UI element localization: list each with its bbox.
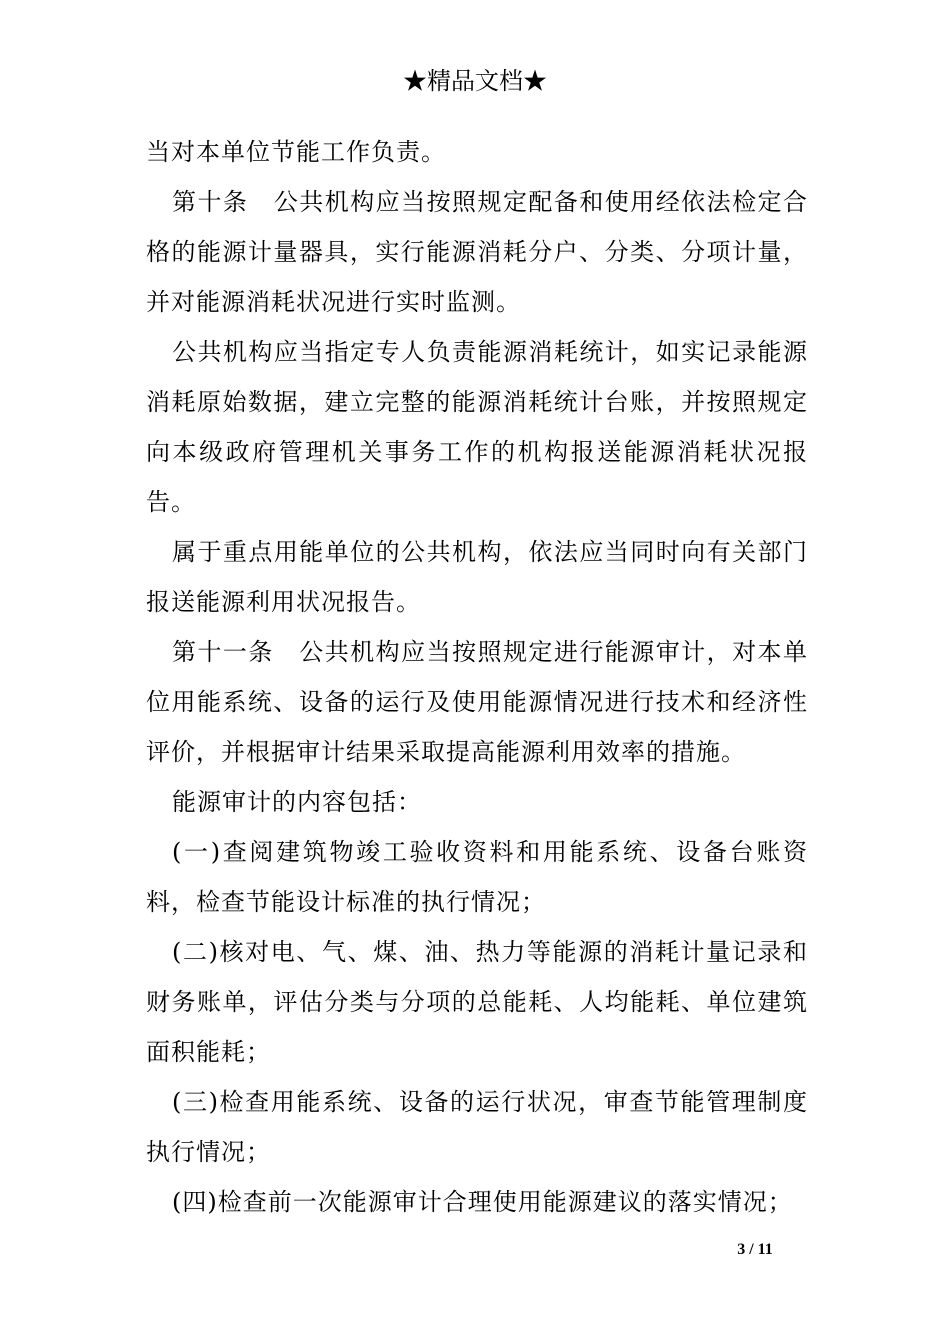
document-body bbox=[146, 127, 808, 1227]
paragraph: 当对本单位节能工作负责。 bbox=[146, 138, 446, 166]
paragraph: 属于重点用能单位的公共机构，依法应当同时向有关部门报送能源利用状况报告。 bbox=[146, 538, 808, 616]
paragraph-article-10: 第十条 公共机构应当按照规定配备和使用经依法检定合格的能源计量器具，实行能源消耗分户、分类、分项计量，并对能源消耗状况进行实时监测。 bbox=[146, 188, 808, 316]
document-header-title: ★精品文档★ bbox=[403, 67, 547, 95]
paragraph: 公共机构应当指定专人负责能源消耗统计，如实记录能源消耗原始数据，建立完整的能源消耗统计台账，并按照规定向本级政府管理机关事务工作的机构报送能源消耗状况报告。 bbox=[146, 338, 808, 516]
paragraph: 能源审计的内容包括： bbox=[172, 788, 422, 816]
paragraph-article-11: 第十一条 公共机构应当按照规定进行能源审计，对本单位用能系统、设备的运行及使用能源情况进行技术和经济性评价，并根据审计结果采取提高能源利用效率的措施。 bbox=[146, 638, 808, 766]
list-item: (一)查阅建筑物竣工验收资料和用能系统、设备台账资料，检查节能设计标准的执行情况； bbox=[146, 838, 808, 916]
list-item: (四)检查前一次能源审计合理使用能源建议的落实情况； bbox=[172, 1188, 793, 1216]
list-item: (三)检查用能系统、设备的运行状况，审查节能管理制度执行情况； bbox=[146, 1088, 808, 1166]
page-number: 3 / 11 bbox=[737, 1241, 773, 1258]
list-item: (二)核对电、气、煤、油、热力等能源的消耗计量记录和财务账单，评估分类与分项的总能耗、人均能耗、单位建筑面积能耗； bbox=[146, 938, 808, 1066]
